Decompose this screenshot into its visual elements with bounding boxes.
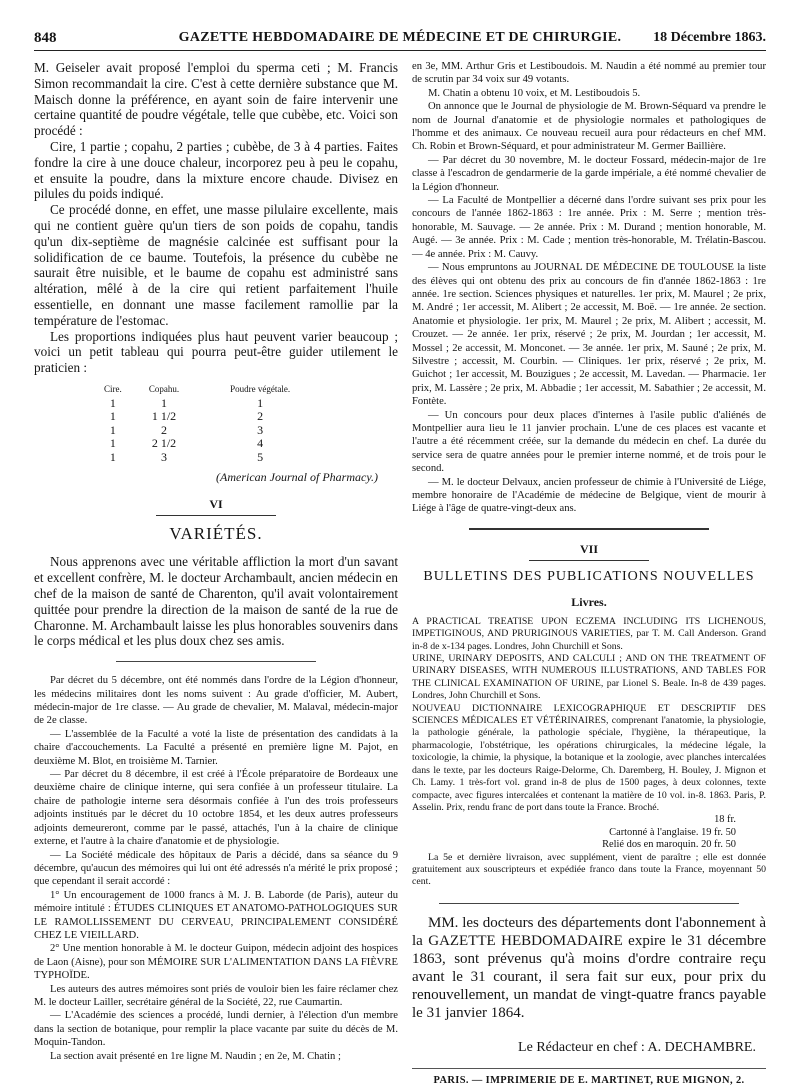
book-price: 18 fr. [714,814,736,826]
section-title: VARIÉTÉS. [169,524,263,544]
column-header: Cire. [104,383,122,394]
divider [116,661,316,662]
right-column [412,60,766,1086]
news-item: — Par décret du 30 novembre, M. le docteur Fossard, médecin-major de 1re classe à l'escadron de gendarmerie de la garde impériale, a été nommé chevalier de la Légion d'honneur. [412,154,766,193]
editor-signature: Le Rédacteur en chef : A. DECHAMBRE. [518,1039,756,1055]
table-cell: 1 [109,422,116,437]
table-cell: 1 [109,409,116,424]
section-rule [156,515,276,516]
table-cell: 1 [109,395,116,410]
table-cell: 1 [161,395,167,410]
column-header: Copahu. [148,383,180,394]
table-row [94,424,324,438]
source-citation: (American Journal of Pharmacy.) [216,470,378,485]
table-cell: 1 [257,395,264,410]
table-cell: 2 [161,422,167,437]
news-item: M. Chatin a obtenu 10 voix, et M. Lestiboudois 5. [428,87,641,99]
article-paragraph: Nous apprenons avec une véritable affliction la mort d'un savant et excellent confrère, M. le docteur Archambault, ancien médecin en chef de la maison de santé de Charenton, qu'il avait volontairement quittée pour prendre la direction de la maison de santé de la rue de Charonne. M. Archambault laisse les plus honorables souvenirs dans le corps médical et les plus doux chez ses amis. [34,554,398,649]
news-item: On annonce que le Journal de physiologie de M. Brown-Séquard va prendre le nom de Journal d'anatomie et de physiologie normales et pathologiques de l'homme et des animaux. Ce nouveau recueil aura pour rédacteurs en chef MM. Ch. Robin et Brown-Séquard, et pour administrateur M. Germer Baillière. [412,101,766,153]
book-entry: NOUVEAU DICTIONNAIRE LEXICOGRAPHIQUE ET DESCRIPTIF DES SCIENCES MÉDICALES ET VÉTÉRINAIRES, comprenant l'anatomie, la physiologie, la pathologie générale, la pathologie spéciale, l'hygiène, la thérapeutique, la pharmacologie, l'obstétrique, les opérations chirurgicales, la médecine légale, la toxicologie, la chimie, la physique, la botanique et la zoologie, avec planches intercalées dans le texte, par les docteurs Raige-Delorme, Ch. Daremberg, H. Bouley, J. Mignon et Ch. Lamy. 1 très-fort vol. grand in-8 de plus de 1500 pages, à deux colonnes, texte compacte, avec figures intercalées et contenant la matière de 10 vol. in-8. 1863. Paris, P. Asselin. Prix, rendu franc de port dans toute la France. Broché. [412,702,766,813]
book-note: La 5e et dernière livraison, avec supplément, vient de paraître ; elle est donnée gratuitement aux souscripteurs et expédiée franco dans toute la France, moyennant 50 cent. [412,851,766,888]
book-entry: URINE, URINARY DEPOSITS, AND CALCULI ; AND ON THE TREATMENT OF URINARY DISEASES, WITH NUMEROUS ILLUSTRATIONS, AND TABLES FOR THE CLINICAL EXAMINATION OF URINE, par Lionel S. Beale. In-8 de 439 pages. Londres, John Churchill et Sons. [412,653,766,702]
left-column [34,60,398,1060]
page-number: 848 [34,30,57,46]
book-price: Relié dos en maroquin. 20 fr. 50 [602,839,736,851]
news-item: — Nous empruntons au JOURNAL DE MÉDECINE DE TOULOUSE la liste des élèves qui ont obtenu des prix au concours de fin d'année 1862-1863 : 1re année. 1re section. Sciences physiques et naturelles. 1er prix, M. Maurel ; 2e prix, M. André ; 1er accessit, M. Alibert ; 2e accessit, M. Boë. — 1re année. 2e section. Anatomie et physiologie. 1er prix, M. Maurel ; 2e prix, M. Alibert ; accessit, M. Crouzet. — 2e année. 1er prix, réservé ; 2e prix, M. Jourdan ; 1er accessit, M. Mossel ; 2e accessit, M. Monconet. — 3e année. 1er prix, M. Sauné ; 2e prix, M. Silvestre ; accessit, M. Courbin. — Cliniques. 1er prix, réservé ; 2e prix, M. Guichot ; 1er accessit, M. Bouzigues ; 2e accessit, M. Lavedan. — Pharmacie. 1er prix, M. Lassère ; 2e prix, M. Abbadie ; 1er accessit, M. Sabathier ; 2e accessit, M. Fontète. [412,262,766,408]
section-rule [529,560,649,561]
news-item: 2° Une mention honorable à M. le docteur Guipon, médecin adjoint des hospices de Laon (Aisne), pour son MÉMOIRE SUR L'ALIMENTATION DANS LA FIÈVRE TYPHOÏDE. [34,943,398,982]
table-cell: 2 [257,409,264,424]
table-cell: 1 [109,436,116,451]
subscription-notice: MM. les docteurs des départements dont l'abonnement à la GAZETTE HEBDOMADAIRE expire le 31 décembre 1863, sont prévenus qu'à moins d'ordre contraire reçu avant le 31 courant, il sera fait sur eux, pour prix du renouvellement, un mandat de vingt-quatre francs payable le 31 janvier 1864. [412,914,766,1021]
book-entry: A PRACTICAL TREATISE UPON ECZEMA INCLUDING ITS LICHENOUS, IMPETIGINOUS, AND PRURIGINOUS VARIETIES, par T. M. Call Anderson. Grand in-8 de x-134 pages. Londres, John Churchill et Sons. [412,615,766,652]
proportions-table [94,384,324,465]
section-number: VII [579,541,598,556]
news-item: en 3e, MM. Arthur Gris et Lestiboudois. M. Naudin a été nommé au premier tour de scrutin par 34 voix sur 49 votants. [412,61,766,86]
printer-line: PARIS. — IMPRIMERIE DE E. MARTINET, RUE MIGNON, 2. [412,1068,766,1086]
news-item: 1° Un encouragement de 1000 francs à M. J. B. Laborde (de Paris), auteur du mémoire intitulé : ÉTUDES CLINIQUES ET ANATOMO-PATHOLOGIQUES SUR LE RAMOLLISSEMENT DU CERVEAU, PRINCIPALEMENT CONSIDÉRÉ CHEZ LE VIEILLARD. [34,889,398,941]
issue-date: 18 Décembre 1863. [653,30,766,45]
news-item: — La Société médicale des hôpitaux de Paris a décidé, dans sa séance du 9 décembre, qu'aucun des mémoires qui lui ont été adressés n'a mérité le prix proposé ; que cependant il serait accordé : [34,849,398,888]
table-row [94,397,324,411]
table-cell: 5 [257,449,264,464]
news-item: — La Faculté de Montpellier a décerné dans l'ordre suivant ses prix pour les concours de l'année 1862-1863 : 1re année. Prix : M. Serre ; mention très-honorable, M. Sauvage. — 2e année. Prix : M. Durand ; mention honorable, M. Augé. — 3e année. Prix : M. Cade ; mention très-honorable, M. Trélatin-Bascou. — 4e année. Prix : M. Cauvy. [412,195,766,260]
news-item: — Par décret du 8 décembre, il est créé à l'École préparatoire de Bordeaux une deuxième chaire de clinique interne, qui sera confiée à un professeur titulaire. La chaire de pathologie interne sera désormais confiée à l'un des trois professeurs adjoints institués par le décret du 10 octobre 1854, et les deux autres professeurs adjoints demeureront, comme par le passé, attachés, l'un à la chaire de clinique externe, et l'autre à la chaire d'anatomie et de physiologie. [34,769,398,848]
section-number: VI [209,497,223,512]
paragraph: Les proportions indiquées plus haut peuvent varier beaucoup ; voici un petit tableau qui pourra peut-être guider utilement le praticien : [34,328,398,376]
section-title: BULLETINS DES PUBLICATIONS NOUVELLES [423,568,755,584]
table-row [94,437,324,451]
paragraph: Ce procédé donne, en effet, une masse pilulaire excellente, mais qui ne contient guère qu'un tiers de son poids de copahu, tandis qu'un dix-septième de magnésie calcinée est suffisant pour la solidification de ce baume. Toutefois, la présence du cubèbe ne saurait être nuisible, et le baume de copahu est administré sans altération, mêlé à de la cire qui retient parfaitement l'huile essentielle, en donnant une masse facilement ramollie par la température de l'estomac. [34,202,398,328]
divider [439,903,739,904]
paragraph: M. Geiseler avait proposé l'emploi du sperma ceti ; M. Francis Simon recommandait la cire. C'est à cette dernière substance que M. Maisch donne la préférence, en ayant soin de faire intervenir une certaine quantité de poudre végétale, telle que cubèbe, etc. Voici son procédé : [34,60,398,139]
news-item: — M. le docteur Delvaux, ancien professeur de chimie à l'Université de Liége, membre honoraire de l'Académie de médecine de Belgique, vient de mourir à Liége à l'âge de quatre-vingt-deux ans. [412,476,766,515]
table-cell: 2 1/2 [151,436,177,451]
table-cell: 1 1/2 [151,409,177,424]
table-row [94,451,324,465]
news-item: — L'Académie des sciences a procédé, lundi dernier, à l'élection d'un membre dans la section de botanique, pour remplir la place vacante par suite du décès de M. Moquin-Tandon. [34,1010,398,1049]
book-price: Cartonné à l'anglaise. 19 fr. 50 [609,826,736,838]
table-row [94,410,324,424]
news-item: — Un concours pour deux places d'internes à l'asile public d'aliénés de Montpellier aura lieu le 11 janvier prochain. L'une de ces places est vacante et l'autre a été récemment créée, sur la demande du médecin en chef. La durée du service sera de quatre années pour le premier interne nommé, et de trois pour le second. [412,409,766,475]
table-cell: 1 [109,449,116,464]
news-item: Par décret du 5 décembre, ont été nommés dans l'ordre de la Légion d'honneur, les médecins militaires dont les noms suivent : Au grade d'officier, M. Aubert, médecin-major de 1re classe. — Au grade de chevalier, M. Malaval, médecin-major de 2e classe. [34,675,398,727]
column-header: Poudre végétale. [230,383,291,394]
news-item: Les auteurs des autres mémoires sont priés de vouloir bien les faire réclamer chez M. le docteur Lailler, secrétaire général de la Société, 22, rue Caumartin. [34,983,398,1008]
news-item: La section avait présenté en 1re ligne M. Naudin ; en 2e, M. Chatin ; [50,1050,341,1062]
page-header [34,28,766,51]
journal-title: GAZETTE HEBDOMADAIRE DE MÉDECINE ET DE CHIRURGIE. [178,30,622,45]
news-item: — L'assemblée de la Faculté a voté la liste de présentation des candidats à la chaire d'accouchements. La Faculté a présenté en première ligne M. Pajot, en deuxième M. Blot, en troisième M. Tarnier. [34,728,398,767]
subsection-title: Livres. [571,594,607,609]
table-cell: 3 [161,449,167,464]
paragraph: Cire, 1 partie ; copahu, 2 parties ; cubèbe, de 3 à 4 parties. Faites fondre la cire à une douce chaleur, incorporez peu à peu le copahu, et ensuite la poudre, dans la mixture encore chaude. Divisez en pilules du poids indiqué. [34,138,398,202]
table-cell: 4 [257,436,264,451]
divider [469,528,709,530]
table-cell: 3 [257,422,264,437]
